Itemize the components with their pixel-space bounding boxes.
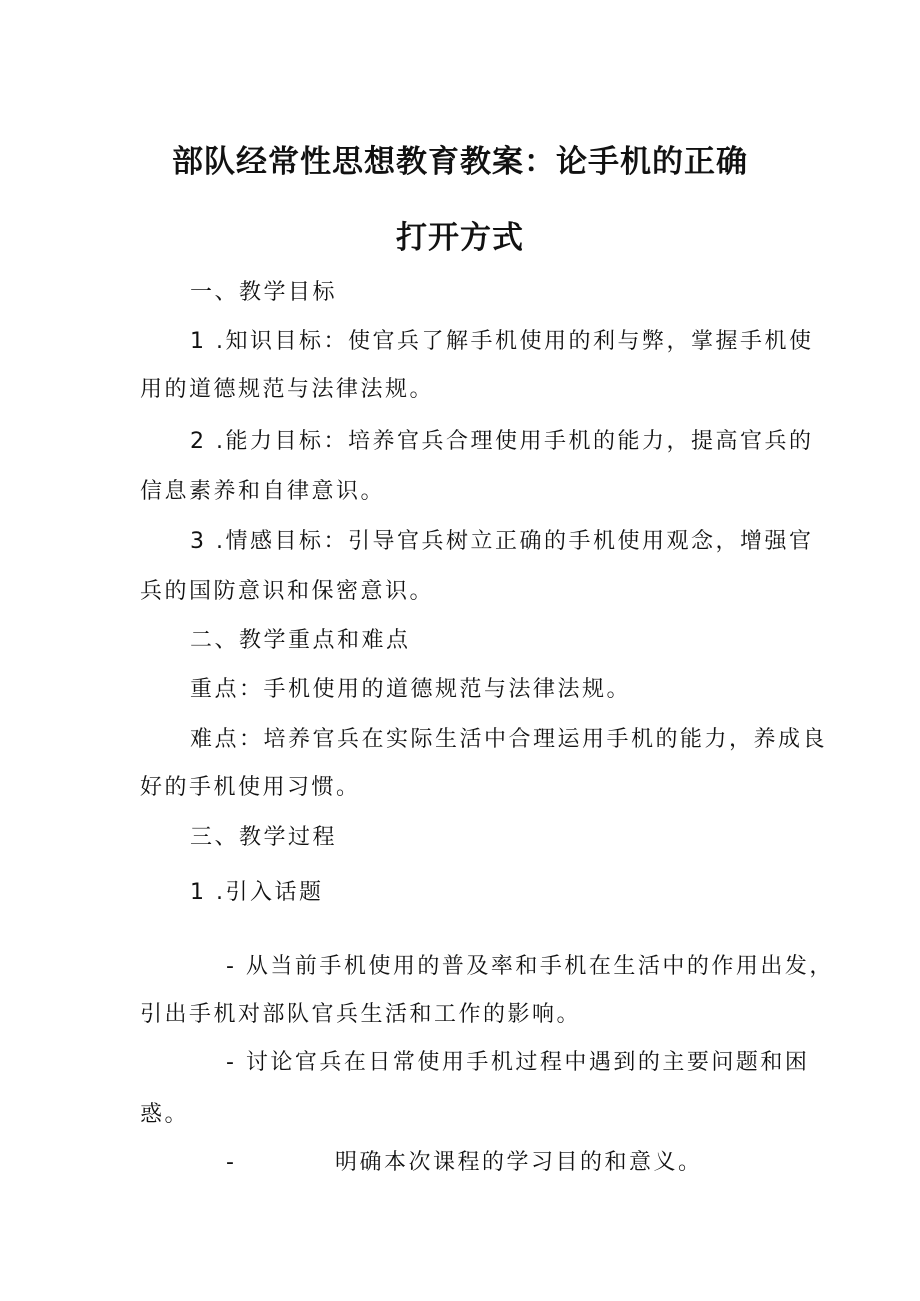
bullet-item-2: - 讨论官兵在日常使用手机过程中遇到的主要问题和困: [226, 1050, 810, 1075]
paragraph-knowledge-objective-cont: 用的道德规范与法律法规。: [140, 377, 435, 402]
paragraph-ability-objective: 2 .能力目标：培养官兵合理使用手机的能力，提高官兵的: [190, 429, 814, 454]
bullet-item-1-cont: 引出手机对部队官兵生活和工作的影响。: [140, 1002, 582, 1027]
paragraph-ability-objective-cont: 信息素养和自律意识。: [140, 479, 386, 504]
section-heading-key-points: 二、教学重点和难点: [190, 628, 411, 653]
bullet-item-3-dash: -: [226, 1150, 237, 1175]
bullet-item-2-cont: 惑。: [140, 1102, 190, 1127]
paragraph-emotion-objective: 3 .情感目标：引导官兵树立正确的手机使用观念，增强官: [190, 529, 814, 554]
document-title-line-2: 打开方式: [396, 220, 524, 256]
paragraph-difficult-point: 难点：培养官兵在实际生活中合理运用手机的能力，养成良: [190, 727, 828, 752]
subsection-heading-intro: 1 .引入话题: [190, 880, 324, 905]
paragraph-key-point: 重点：手机使用的道德规范与法律法规。: [190, 677, 632, 702]
section-heading-process: 三、教学过程: [190, 825, 338, 850]
bullet-item-3: 明确本次课程的学习目的和意义。: [335, 1150, 703, 1175]
paragraph-difficult-point-cont: 好的手机使用习惯。: [140, 775, 361, 800]
section-heading-objectives: 一、教学目标: [190, 280, 338, 305]
bullet-item-1: - 从当前手机使用的普及率和手机在生活中的作用出发，: [226, 954, 834, 979]
paragraph-knowledge-objective: 1 .知识目标：使官兵了解手机使用的利与弊，掌握手机使: [190, 329, 814, 354]
document-title-line-1: 部队经常性思想教育教案：论手机的正确: [172, 144, 748, 180]
paragraph-emotion-objective-cont: 兵的国防意识和保密意识。: [140, 579, 435, 604]
